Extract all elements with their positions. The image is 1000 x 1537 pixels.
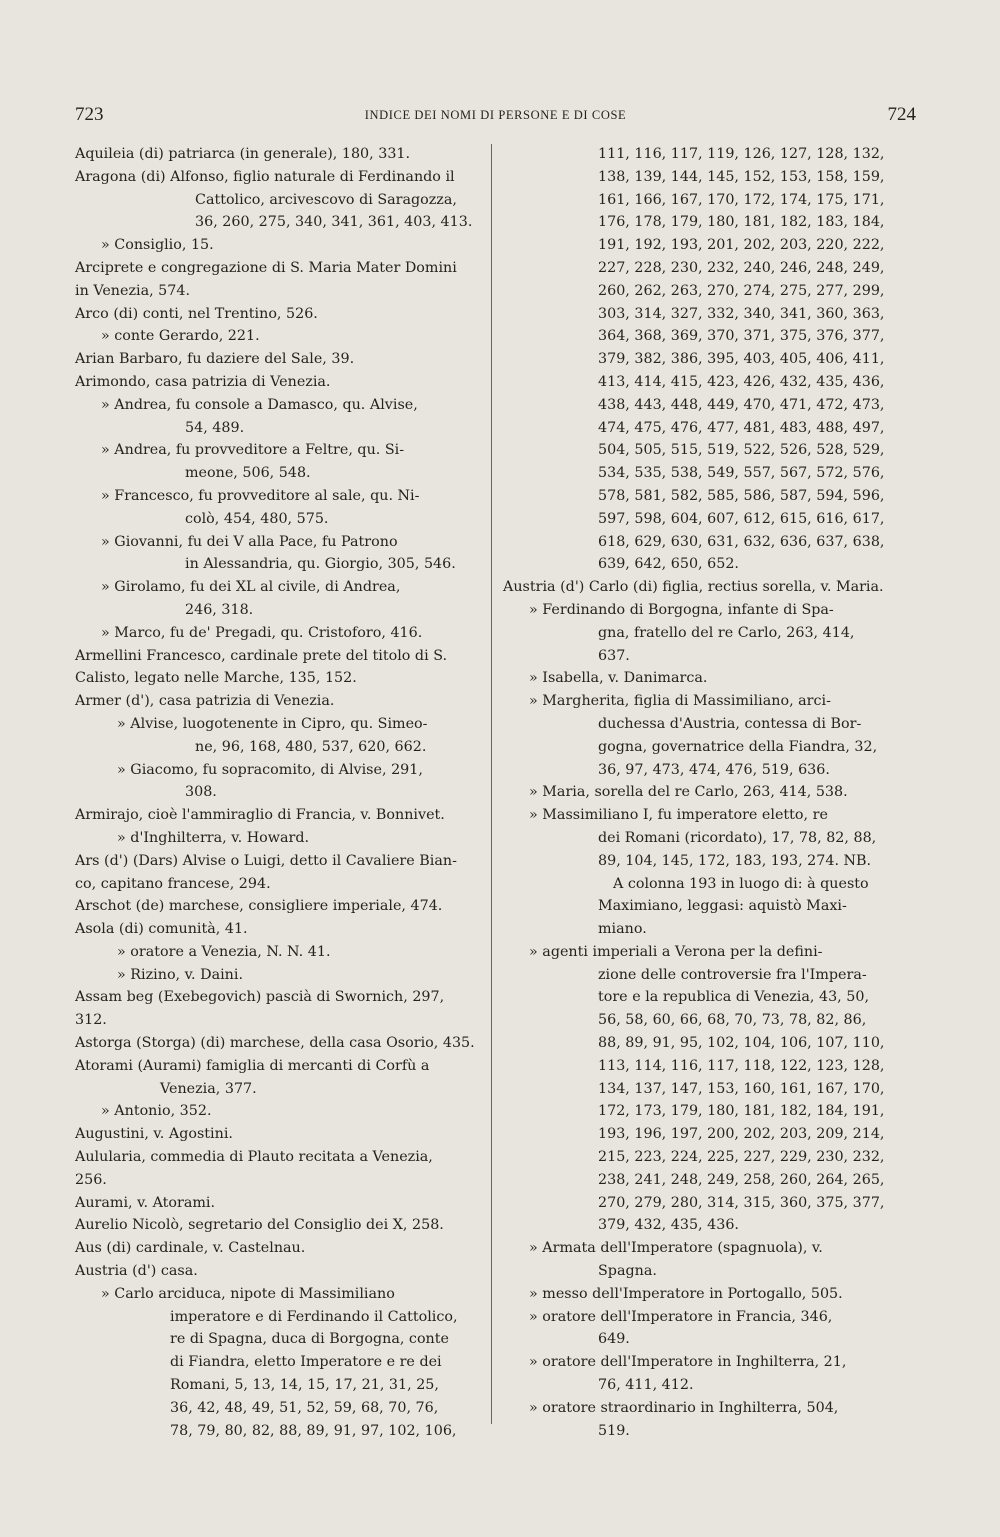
index-line: 134, 137, 147, 153, 160, 161, 167, 170,	[598, 1080, 885, 1097]
index-line: 260, 262, 263, 270, 274, 275, 277, 299,	[598, 282, 885, 299]
index-line: 303, 314, 327, 332, 340, 341, 360, 363,	[598, 305, 885, 322]
index-line: 89, 104, 145, 172, 183, 193, 274. NB.	[598, 852, 872, 869]
index-line: 138, 139, 144, 145, 152, 153, 158, 159,	[598, 168, 885, 185]
index-line: Romani, 5, 13, 14, 15, 17, 21, 31, 25,	[170, 1377, 439, 1394]
index-line: 379, 382, 386, 395, 403, 405, 406, 411,	[598, 351, 885, 368]
index-line: Armirajo, cioè l'ammiraglio di Francia, v. Bonnivet.	[75, 807, 445, 824]
index-line: Aurelio Nicolò, segretario del Consiglio dei X, 258.	[75, 1217, 444, 1234]
page-number-left: 723	[75, 104, 104, 125]
index-line: 113, 114, 116, 117, 118, 122, 123, 128,	[598, 1057, 885, 1074]
index-line: Spagna.	[598, 1263, 657, 1280]
index-line: 227, 228, 230, 232, 240, 246, 248, 249,	[598, 259, 885, 276]
index-line: Aquileia (di) patriarca (in generale), 180, 331.	[75, 146, 411, 162]
index-line: Aulularia, commedia di Plauto recitata a Venezia,	[75, 1149, 433, 1166]
index-line: Ars (d') (Dars) Alvise o Luigi, detto il Cavaliere Bian-	[75, 852, 457, 869]
index-line: » Isabella, v. Danimarca.	[529, 670, 708, 687]
index-line: 578, 581, 582, 585, 586, 587, 594, 596,	[598, 487, 885, 504]
index-line: in Venezia, 574.	[75, 282, 191, 299]
index-line: Armellini Francesco, cardinale prete del titolo di S.	[75, 647, 448, 664]
index-line: » Giacomo, fu sopracomito, di Alvise, 291,	[117, 761, 423, 778]
index-line: Venezia, 377.	[160, 1080, 257, 1097]
index-line: 519.	[598, 1422, 630, 1439]
index-line: meone, 506, 548.	[185, 465, 311, 482]
index-line: 191, 192, 193, 201, 202, 203, 220, 222,	[598, 237, 885, 254]
index-line: 534, 535, 538, 549, 557, 567, 572, 576,	[598, 465, 885, 482]
index-line: » Rizino, v. Daini.	[117, 966, 243, 983]
index-line: » agenti imperiali a Verona per la defini-	[529, 943, 823, 960]
index-line: di Fiandra, eletto Imperatore e re dei	[170, 1354, 442, 1371]
index-line: miano.	[598, 921, 647, 938]
index-line: Calisto, legato nelle Marche, 135, 152.	[75, 670, 357, 687]
index-line: » Massimiliano I, fu imperatore eletto, re	[529, 807, 828, 824]
index-line: 639, 642, 650, 652.	[598, 556, 739, 573]
index-line: » Girolamo, fu dei XL al civile, di Andrea,	[101, 579, 401, 596]
index-line: 364, 368, 369, 370, 371, 375, 376, 377,	[598, 328, 885, 345]
index-line: 438, 443, 448, 449, 470, 471, 472, 473,	[598, 396, 885, 413]
index-line: 256.	[75, 1171, 107, 1188]
right-column	[503, 143, 917, 1442]
index-line: » Carlo arciduca, nipote di Massimiliano	[101, 1285, 395, 1302]
index-line: » oratore dell'Imperatore in Francia, 346,	[529, 1308, 833, 1325]
index-line: 649.	[598, 1331, 630, 1348]
index-line: 215, 223, 224, 225, 227, 229, 230, 232,	[598, 1149, 885, 1166]
index-line: Arian Barbaro, fu daziere del Sale, 39.	[75, 351, 355, 368]
column-divider	[491, 144, 492, 1424]
index-line: 308.	[185, 784, 217, 801]
index-line: zione delle controversie fra l'Impera-	[598, 966, 867, 983]
index-line: 618, 629, 630, 631, 632, 636, 637, 638,	[598, 533, 885, 550]
page-number-right: 724	[887, 104, 916, 125]
index-line: imperatore e di Ferdinando il Cattolico,	[170, 1308, 458, 1325]
index-line: Maximiano, leggasi: aquistò Maxi-	[598, 898, 847, 915]
left-column	[75, 143, 480, 1442]
index-line: » Marco, fu de' Pregadi, qu. Cristoforo, 416.	[101, 624, 423, 641]
index-line: 172, 173, 179, 180, 181, 182, 184, 191,	[598, 1103, 885, 1120]
index-line: » Andrea, fu console a Damasco, qu. Alvise,	[101, 396, 418, 413]
index-line: 413, 414, 415, 423, 426, 432, 435, 436,	[598, 373, 885, 390]
index-line: 238, 241, 248, 249, 258, 260, 264, 265,	[598, 1171, 885, 1188]
index-line: Aus (di) cardinale, v. Castelnau.	[75, 1240, 306, 1257]
index-line: Arco (di) conti, nel Trentino, 526.	[75, 305, 318, 322]
index-line: 36, 260, 275, 340, 341, 361, 403, 413.	[195, 214, 473, 231]
index-line: Aurami, v. Atorami.	[75, 1194, 216, 1211]
index-line: Augustini, v. Agostini.	[75, 1126, 233, 1143]
index-line: 637.	[598, 647, 630, 664]
index-line: Astorga (Storga) (di) marchese, della casa Osorio, 435.	[75, 1035, 475, 1052]
index-line: Atorami (Aurami) famiglia di mercanti di Corfù a	[75, 1057, 430, 1074]
index-line: 474, 475, 476, 477, 481, 483, 488, 497,	[598, 419, 885, 436]
index-line: » d'Inghilterra, v. Howard.	[117, 829, 310, 846]
index-line: A colonna 193 in luogo di: à questo	[613, 875, 869, 892]
index-line: 88, 89, 91, 95, 102, 104, 106, 107, 110,	[598, 1035, 885, 1052]
page-header	[75, 104, 916, 128]
index-line: Assam beg (Exebegovich) pascià di Swornich, 297,	[75, 989, 445, 1006]
index-line: 76, 411, 412.	[598, 1377, 694, 1394]
index-line: Cattolico, arcivescovo di Saragozza,	[195, 191, 457, 208]
index-line: » oratore dell'Imperatore in Inghilterra, 21,	[529, 1354, 847, 1371]
index-line: tore e la republica di Venezia, 43, 50,	[598, 989, 870, 1006]
index-line: 504, 505, 515, 519, 522, 526, 528, 529,	[598, 442, 885, 459]
index-line: 176, 178, 179, 180, 181, 182, 183, 184,	[598, 214, 885, 231]
index-line: » Andrea, fu provveditore a Feltre, qu. Si-	[101, 442, 405, 459]
index-line: Aragona (di) Alfonso, figlio naturale di Ferdinando il	[75, 168, 455, 185]
index-line: co, capitano francese, 294.	[75, 875, 271, 892]
index-line: 54, 489.	[185, 419, 245, 436]
index-line: » Ferdinando di Borgogna, infante di Spa-	[529, 601, 834, 618]
index-line: » Armata dell'Imperatore (spagnuola), v.	[529, 1240, 823, 1257]
index-line: » Giovanni, fu dei V alla Pace, fu Patrono	[101, 533, 398, 550]
index-line: 246, 318.	[185, 601, 254, 618]
index-line: 597, 598, 604, 607, 612, 615, 616, 617,	[598, 510, 885, 527]
index-line: Arciprete e congregazione di S. Maria Mater Domini	[75, 259, 457, 276]
index-line: Arimondo, casa patrizia di Venezia.	[75, 373, 331, 390]
index-line: in Alessandria, qu. Giorgio, 305, 546.	[185, 556, 456, 573]
index-line: duchessa d'Austria, contessa di Bor-	[598, 715, 862, 732]
index-line: » Antonio, 352.	[101, 1103, 212, 1120]
index-line: 36, 42, 48, 49, 51, 52, 59, 68, 70, 76,	[170, 1399, 439, 1416]
index-line: dei Romani (ricordato), 17, 78, 82, 88,	[598, 829, 877, 846]
index-line: 111, 116, 117, 119, 126, 127, 128, 132,	[598, 146, 885, 162]
index-line: » Francesco, fu provveditore al sale, qu. Ni-	[101, 487, 420, 504]
index-line: gna, fratello del re Carlo, 263, 414,	[598, 624, 855, 641]
index-line: ne, 96, 168, 480, 537, 620, 662.	[195, 738, 427, 755]
index-line: 312.	[75, 1012, 107, 1029]
index-line: » Maria, sorella del re Carlo, 263, 414, 538.	[529, 784, 848, 801]
index-line: » Alvise, luogotenente in Cipro, qu. Simeo-	[117, 715, 428, 732]
index-line: Armer (d'), casa patrizia di Venezia.	[75, 693, 335, 710]
index-line: 78, 79, 80, 82, 88, 89, 91, 97, 102, 106,	[170, 1422, 457, 1439]
index-line: 270, 279, 280, 314, 315, 360, 375, 377,	[598, 1194, 885, 1211]
index-line: gogna, governatrice della Fiandra, 32,	[598, 738, 878, 755]
index-line: » messo dell'Imperatore in Portogallo, 505.	[529, 1285, 843, 1302]
index-line: » conte Gerardo, 221.	[101, 328, 260, 345]
index-line: » oratore straordinario in Inghilterra, 504,	[529, 1399, 839, 1416]
index-line: colò, 454, 480, 575.	[185, 510, 329, 527]
index-line: Asola (di) comunità, 41.	[75, 921, 248, 938]
index-line: Arschot (de) marchese, consigliere imperiale, 474.	[75, 898, 443, 915]
index-line: re di Spagna, duca di Borgogna, conte	[170, 1331, 449, 1348]
index-line: 56, 58, 60, 66, 68, 70, 73, 78, 82, 86,	[598, 1012, 867, 1029]
index-line: 36, 97, 473, 474, 476, 519, 636.	[598, 761, 830, 778]
index-line: » Consiglio, 15.	[101, 237, 214, 254]
index-line: » Margherita, figlia di Massimiliano, arci-	[529, 693, 831, 710]
index-line: 379, 432, 435, 436.	[598, 1217, 739, 1234]
running-title: INDICE DEI NOMI DI PERSONE E DI COSE	[364, 108, 627, 122]
index-line: Austria (d') Carlo (di) figlia, rectius sorella, v. Maria.	[503, 579, 884, 596]
index-line: Austria (d') casa.	[75, 1263, 198, 1280]
index-line: 193, 196, 197, 200, 202, 203, 209, 214,	[598, 1126, 885, 1143]
index-line: » oratore a Venezia, N. N. 41.	[117, 943, 331, 960]
index-line: 161, 166, 167, 170, 172, 174, 175, 171,	[598, 191, 885, 208]
